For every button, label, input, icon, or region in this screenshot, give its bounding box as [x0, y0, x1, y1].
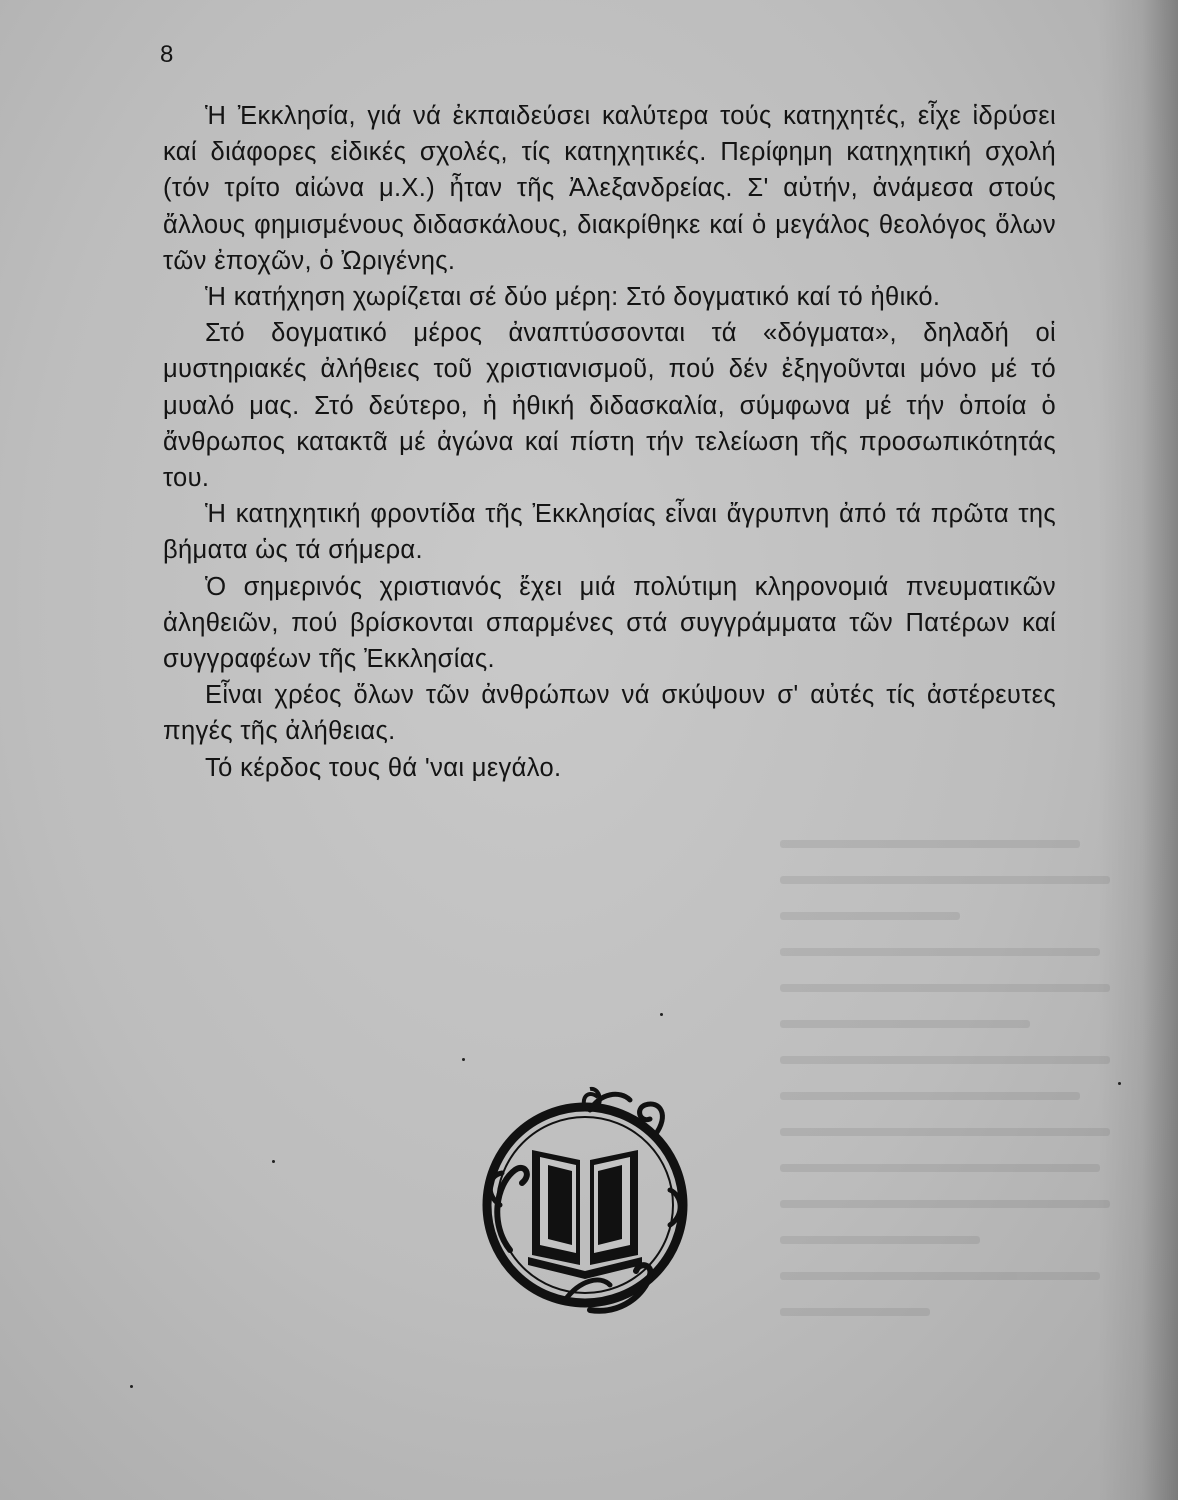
paragraph-church-care: Ἡ κατηχητική φροντίδα τῆς Ἐκκλησίας εἶναι ἄγρυπνη ἀπό τά πρῶτα της βήματα ὡς τά σήμερα. — [163, 500, 1056, 565]
paragraph-gain: Τό κέρδος τους θά 'ναι μεγάλο. — [205, 753, 562, 782]
paragraph-dogmatic-part: Στό δογματικό μέρος ἀναπτύσσονται τά «δόγματα», δηλαδή οἱ μυστηριακές ἀλήθειες τοῦ χριστιανισμοῦ, πού δέν ἐξηγοῦνται μόνο μέ τό μυαλό μας. Στό δεύτερο, ἡ ἠθική διδασκαλία, σύμφωνα μέ τήν ὁποία ὁ ἄνθρωπος κατακτᾶ μέ ἀγώνα καί πίστη τήν τελείωση τῆς προσωπικότητάς του. — [163, 319, 1056, 493]
paragraph-spiritual-heritage: Ὁ σημερινός χριστιανός ἔχει μιά πολύτιμη κληρονομιά πνευματικῶν ἀληθειῶν, πού βρίσκονται σπαρμένες στά συγγράμματα τῶν Πατέρων καί συγγραφέων τῆς Ἐκκλησίας. — [163, 572, 1056, 674]
body-text — [163, 98, 1056, 786]
paragraph-duty: Εἶναι χρέος ὅλων τῶν ἀνθρώπων νά σκύψουν σ' αὐτές τίς ἀστέρευτες πηγές τῆς ἀλήθειας. — [163, 681, 1056, 746]
spine-shadow — [1098, 0, 1178, 1500]
open-book-wreath-icon — [470, 1075, 700, 1335]
page-number: 8 — [160, 41, 174, 68]
paragraph-catechesis-parts: Ἡ κατήχηση χωρίζεται σέ δύο μέρη: Στό δογματικό καί τό ἠθικό. — [205, 283, 941, 312]
show-through-text — [780, 840, 1120, 1400]
paragraph-catechetical-schools: Ἡ Ἐκκλησία, γιά νά ἐκπαιδεύσει καλύτερα τούς κατηχητές, εἶχε ἱδρύσει καί διάφορες εἰδικές σχολές, τίς κατηχητικές. Περίφημη κατηχητική σχολή (τόν τρίτο αἰώνα μ.Χ.) ἦταν τῆς Ἀλεξανδρείας. Σ' αὐτήν, ἀνάμεσα στούς ἄλλους φημισμένους διδασκάλους, διακρίθηκε καί ὁ μεγάλος θεολόγος ὅλων τῶν ἐποχῶν, ὁ Ὠριγένης. — [163, 102, 1056, 275]
